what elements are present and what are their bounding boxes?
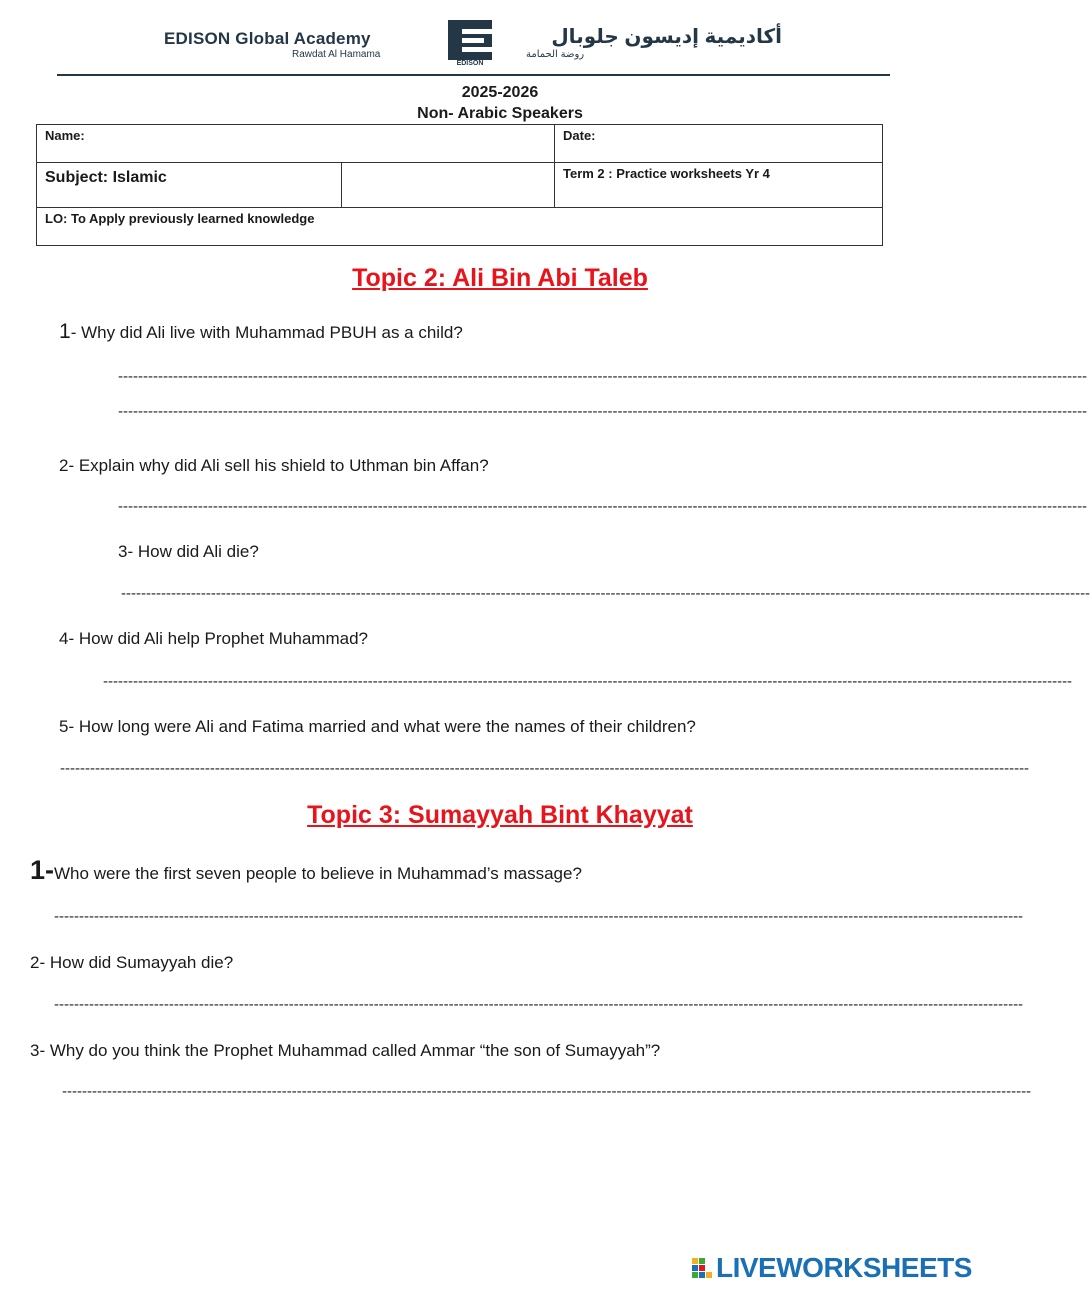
topic2-question-5: 5- How long were Ali and Fatima married and what were the names of their children? [59,717,696,736]
topic-3-title: Topic 3: Sumayyah Bint Khayyat [307,801,693,829]
question-text: Who were the first seven people to believe in Muhammad’s massage? [54,864,582,883]
topic3-question-3: 3- Why do you think the Prophet Muhammad called Ammar “the son of Sumayyah”? [30,1041,661,1060]
date-label: Date: [563,128,596,143]
answer-line[interactable]: -------------------------------------------------------------------------------------------------------------------------------------------------------------------------------------------------- [54,908,1024,925]
liveworksheets-brand: LIVEWORKSHEETS [716,1252,972,1283]
question-number: 1 [59,320,71,343]
school-name-en: EDISON Global Academy [164,29,371,48]
audience-label: Non- Arabic Speakers [417,105,583,122]
campus-name-ar: روضة الحمامة [526,49,585,60]
answer-line[interactable]: -------------------------------------------------------------------------------------------------------------------------------------------------------------------------------------------------- [118,498,1088,515]
header-divider [57,74,890,76]
question-number: 1- [30,855,55,885]
term-cell: Term 2 : Practice worksheets Yr 4 [555,163,883,208]
answer-line[interactable]: -------------------------------------------------------------------------------------------------------------------------------------------------------------------------------------------------- [60,760,1030,777]
topic2-question-3: 3- How did Ali die? [118,542,259,561]
date-field[interactable] [555,125,883,163]
answer-line[interactable]: -------------------------------------------------------------------------------------------------------------------------------------------------------------------------------------------------- [62,1083,1032,1100]
answer-line[interactable]: -------------------------------------------------------------------------------------------------------------------------------------------------------------------------------------------------- [121,585,1090,602]
answer-line[interactable]: -------------------------------------------------------------------------------------------------------------------------------------------------------------------------------------------------- [54,996,1024,1013]
campus-name-en: Rawdat Al Hamama [292,49,381,60]
question-text: - Why did Ali live with Muhammad PBUH as a child? [70,323,463,342]
school-name-ar: أكاديمية إديسون جلوبال [551,26,782,48]
name-field[interactable] [37,125,555,163]
topic2-question-2: 2- Explain why did Ali sell his shield to Uthman bin Affan? [59,456,489,475]
topic2-question-4: 4- How did Ali help Prophet Muhammad? [59,629,368,648]
logo-caption: EDISON [456,60,484,67]
subject-cell: Subject: Islamic [37,163,342,208]
topic3-question-2: 2- How did Sumayyah die? [30,953,234,972]
answer-line[interactable]: -------------------------------------------------------------------------------------------------------------------------------------------------------------------------------------------------- [118,403,1088,420]
answer-line[interactable]: -------------------------------------------------------------------------------------------------------------------------------------------------------------------------------------------------- [118,368,1088,385]
answer-line[interactable]: -------------------------------------------------------------------------------------------------------------------------------------------------------------------------------------------------- [103,673,1073,690]
topic3-question-1 [30,855,582,886]
blank-cell [342,163,555,208]
topic2-question-1 [59,320,463,344]
topic-2-title: Topic 2: Ali Bin Abi Taleb [352,264,648,292]
name-label: Name: [45,128,85,143]
learning-objective: LO: To Apply previously learned knowledge [37,208,883,246]
student-info-table [36,124,883,246]
academic-year: 2025-2026 [461,84,539,101]
liveworksheets-logo-icon [692,1258,714,1282]
